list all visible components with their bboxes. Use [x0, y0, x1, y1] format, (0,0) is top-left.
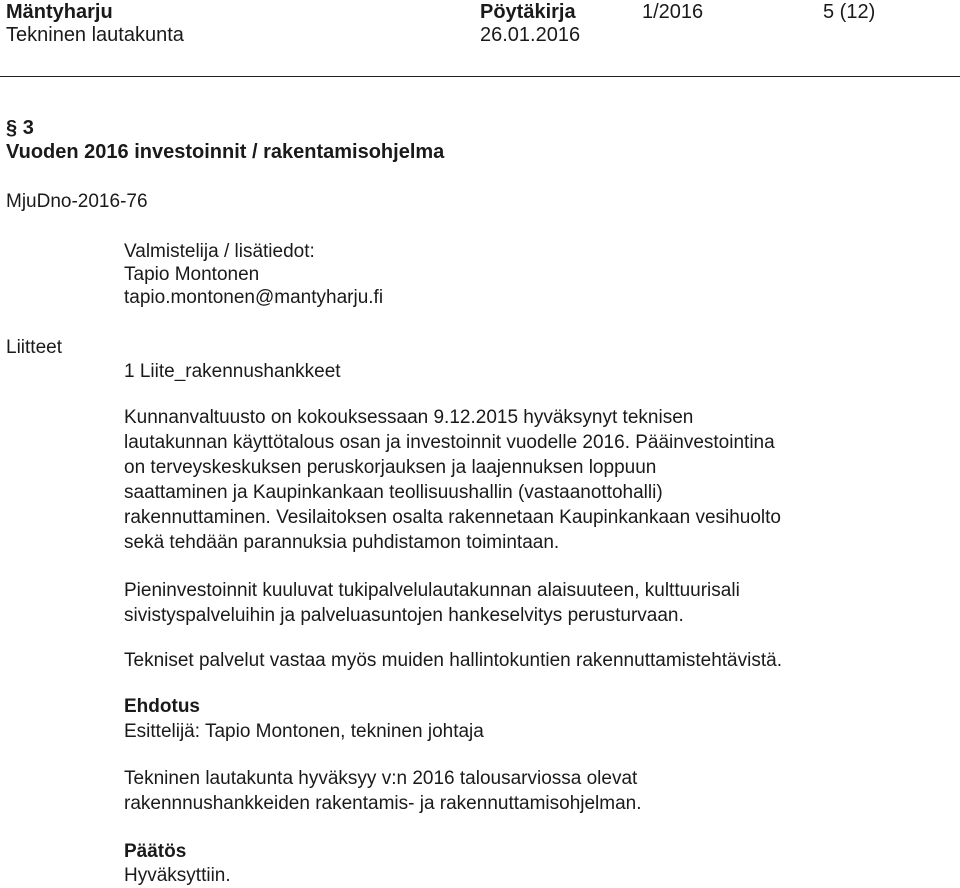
paragraph-line: sivistyspalveluihin ja palveluasuntojen hankeselvitys perusturvaan.: [124, 605, 684, 626]
paragraph-2: [124, 578, 740, 628]
section-symbol: §: [6, 117, 18, 139]
paragraph-line: on terveyskeskuksen peruskorjauksen ja laajennuksen loppuun: [124, 457, 657, 478]
header-divider: [0, 76, 960, 77]
meeting-number: 1/2016: [642, 1, 704, 23]
attachments-label: Liitteet: [6, 337, 62, 358]
decision-heading: Päätös: [124, 841, 187, 862]
section-number: [6, 116, 34, 140]
paragraph-line: Kunnanvaltuusto on kokouksessaan 9.12.2015 hyväksynyt teknisen: [124, 407, 694, 428]
paragraph-line: rakennuttaminen. Vesilaitoksen osalta rakennetaan Kaupinkankaan vesihuolto: [124, 507, 782, 528]
page-number: 5 (12): [823, 1, 876, 23]
decision-text: Hyväksyttiin.: [124, 865, 231, 886]
proposal-text: [124, 766, 642, 816]
paragraph-line: Tekninen lautakunta hyväksyy v:n 2016 talousarviossa olevat: [124, 768, 638, 789]
paragraph-line: sekä tehdään parannuksia puhdistamon toimintaan.: [124, 532, 560, 553]
proposal-heading: Ehdotus: [124, 696, 200, 717]
paragraph-3: Tekniset palvelut vastaa myös muiden hallintokuntien rakennuttamistehtävistä.: [124, 650, 782, 671]
preparer-email: tapio.montonen@mantyharju.fi: [124, 287, 384, 308]
document-number: MjuDno-2016-76: [6, 191, 148, 212]
section-title: Vuoden 2016 investoinnit / rakentamisohjelma: [6, 141, 445, 163]
paragraph-line: Pieninvestoinnit kuuluvat tukipalvelulautakunnan alaisuuteen, kulttuurisali: [124, 580, 740, 601]
paragraph-line: saattaminen ja Kaupinkankaan teollisuushallin (vastaanottohalli): [124, 482, 663, 503]
paragraph-1: [124, 405, 781, 555]
preparer-label: Valmistelija / lisätiedot:: [124, 241, 315, 262]
municipality-name: Mäntyharju: [6, 1, 113, 23]
preparer-name: Tapio Montonen: [124, 264, 260, 285]
section-number-value: 3: [22, 117, 34, 139]
meeting-date: 26.01.2016: [480, 24, 581, 46]
document-type: Pöytäkirja: [480, 1, 576, 23]
paragraph-line: rakennnushankkeiden rakentamis- ja rakennuttamisohjelman.: [124, 793, 642, 814]
committee-name: Tekninen lautakunta: [6, 24, 184, 46]
paragraph-line: lautakunnan käyttötalous osan ja investoinnit vuodelle 2016. Pääinvestointina: [124, 432, 775, 453]
attachment-item: 1 Liite_rakennushankkeet: [124, 361, 341, 382]
presenter-line: Esittelijä: Tapio Montonen, tekninen johtaja: [124, 721, 484, 742]
